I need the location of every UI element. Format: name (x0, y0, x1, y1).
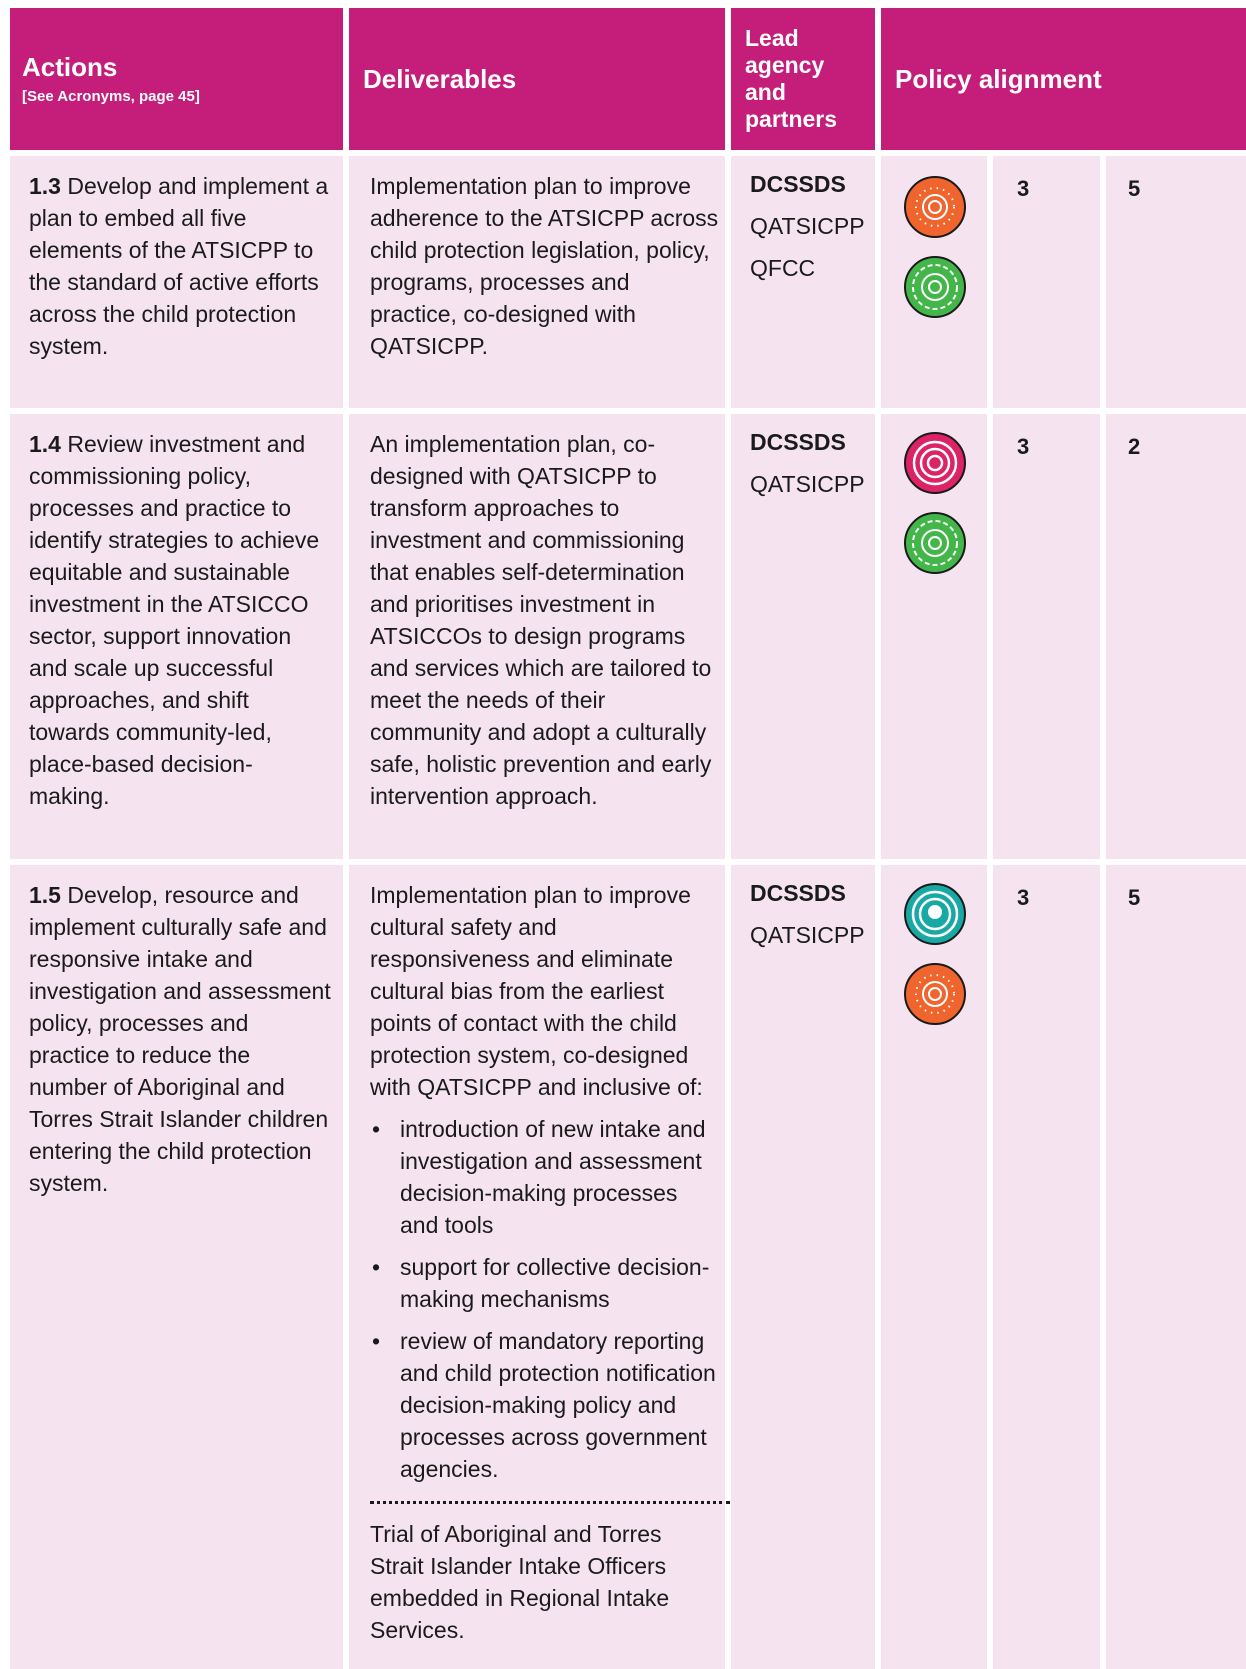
action-text: Develop, resource and implement culturally safe and responsive intake and investigation and assessment policy, processes and practice to reduce the number of Aboriginal and Torres Strait Islander children entering the child protection system. (29, 882, 331, 1196)
list-item (370, 1251, 719, 1315)
header-actions-note: [See Acronyms, page 45] (22, 87, 200, 105)
orange-circle-icon (902, 961, 968, 1027)
dotted-divider (370, 1501, 730, 1504)
header-policy-alignment-title: Policy alignment (895, 63, 1102, 94)
green-circle-icon (902, 254, 968, 320)
header-policy-alignment (881, 8, 1246, 150)
action-number: 1.4 (29, 431, 61, 457)
header-lead-agency-title: Lead agency and partners (745, 25, 838, 132)
action-number: 1.5 (29, 882, 61, 908)
row-1-3-policy-a (993, 156, 1100, 408)
partner: QFCC (750, 255, 816, 281)
policy-number: 3 (1017, 176, 1030, 201)
list-item-text: support for collective decision-making mechanisms (400, 1254, 710, 1312)
row-1-3-icons (881, 156, 987, 408)
row-1-4-policy-a (993, 414, 1100, 859)
lead-agency: DCSSDS (750, 171, 846, 197)
row-1-5-policy-b (1106, 865, 1246, 1669)
lead-agency: DCSSDS (750, 880, 846, 906)
list-item (370, 1113, 719, 1241)
header-lead-agency (731, 8, 875, 150)
partner: QATSICPP (750, 471, 865, 497)
pink-circle-icon (902, 430, 968, 496)
deliverable-text: An implementation plan, co-designed with QATSICPP to transform approaches to investment and commissioning that enables self-determination and prioritises investment in ATSICCOs to design programs and services which are tailored to meet the needs of their community and adopt a culturally safe, holistic prevention and early intervention approach. (370, 431, 712, 809)
row-1-4-deliverable (349, 414, 725, 859)
header-actions-title: Actions (22, 51, 118, 82)
row-1-5-action (10, 865, 343, 1669)
deliverable-extra: Trial of Aboriginal and Torres Strait Islander Intake Officers embedded in Regional Intake Services. (370, 1521, 670, 1643)
policy-number: 3 (1017, 434, 1030, 459)
row-1-4-policy-b (1106, 414, 1246, 859)
row-1-5-policy-a (993, 865, 1100, 1669)
header-actions (10, 8, 343, 150)
teal-circle-icon (902, 881, 968, 947)
header-deliverables (349, 8, 725, 150)
row-1-3-action (10, 156, 343, 408)
list-item-text: review of mandatory reporting and child protection notification decision-making policy and processes across government agencies. (400, 1328, 716, 1482)
header-deliverables-title: Deliverables (363, 63, 517, 94)
lead-agency: DCSSDS (750, 429, 846, 455)
bullet-icon: • (372, 1254, 381, 1280)
row-1-5-icons (881, 865, 987, 1669)
list-item (370, 1325, 719, 1485)
row-1-3-policy-b (1106, 156, 1246, 408)
row-1-5-lead (731, 865, 875, 1669)
action-text: Review investment and commissioning policy, processes and practice to identify strategies to achieve equitable and sustainable investment in the ATSICCO sector, support innovation and scale up successful approaches, and shift towards community-led, place-based decision-making. (29, 431, 320, 809)
bullet-icon: • (372, 1328, 381, 1354)
policy-number: 5 (1128, 885, 1141, 910)
partner: QATSICPP (750, 922, 865, 948)
orange-circle-icon (902, 174, 968, 240)
bullet-icon: • (372, 1116, 381, 1142)
row-1-4-icons (881, 414, 987, 859)
policy-number: 2 (1128, 434, 1141, 459)
row-1-4-action (10, 414, 343, 859)
row-1-4-lead (731, 414, 875, 859)
action-text: Develop and implement a plan to embed all five elements of the ATSICPP to the standard of active efforts across the child protection system. (29, 173, 329, 359)
policy-number: 5 (1128, 176, 1141, 201)
deliverable-bullet-list (370, 1113, 719, 1485)
partner: QATSICPP (750, 213, 865, 239)
deliverable-intro: Implementation plan to improve cultural safety and responsiveness and eliminate cultural bias from the earliest points of contact with the child protection system, co-designed with QATSICPP and inclusive of: (370, 882, 703, 1100)
green-circle-icon (902, 510, 968, 576)
list-item-text: introduction of new intake and investigation and assessment decision-making processes and tools (400, 1116, 706, 1238)
row-1-3-lead (731, 156, 875, 408)
policy-number: 3 (1017, 885, 1030, 910)
deliverable-text: Implementation plan to improve adherence to the ATSICPP across child protection legislation, policy, programs, processes and practice, co-designed with QATSICPP. (370, 173, 719, 359)
row-1-3-deliverable (349, 156, 725, 408)
action-number: 1.3 (29, 173, 61, 199)
row-1-5-deliverable (349, 865, 725, 1669)
